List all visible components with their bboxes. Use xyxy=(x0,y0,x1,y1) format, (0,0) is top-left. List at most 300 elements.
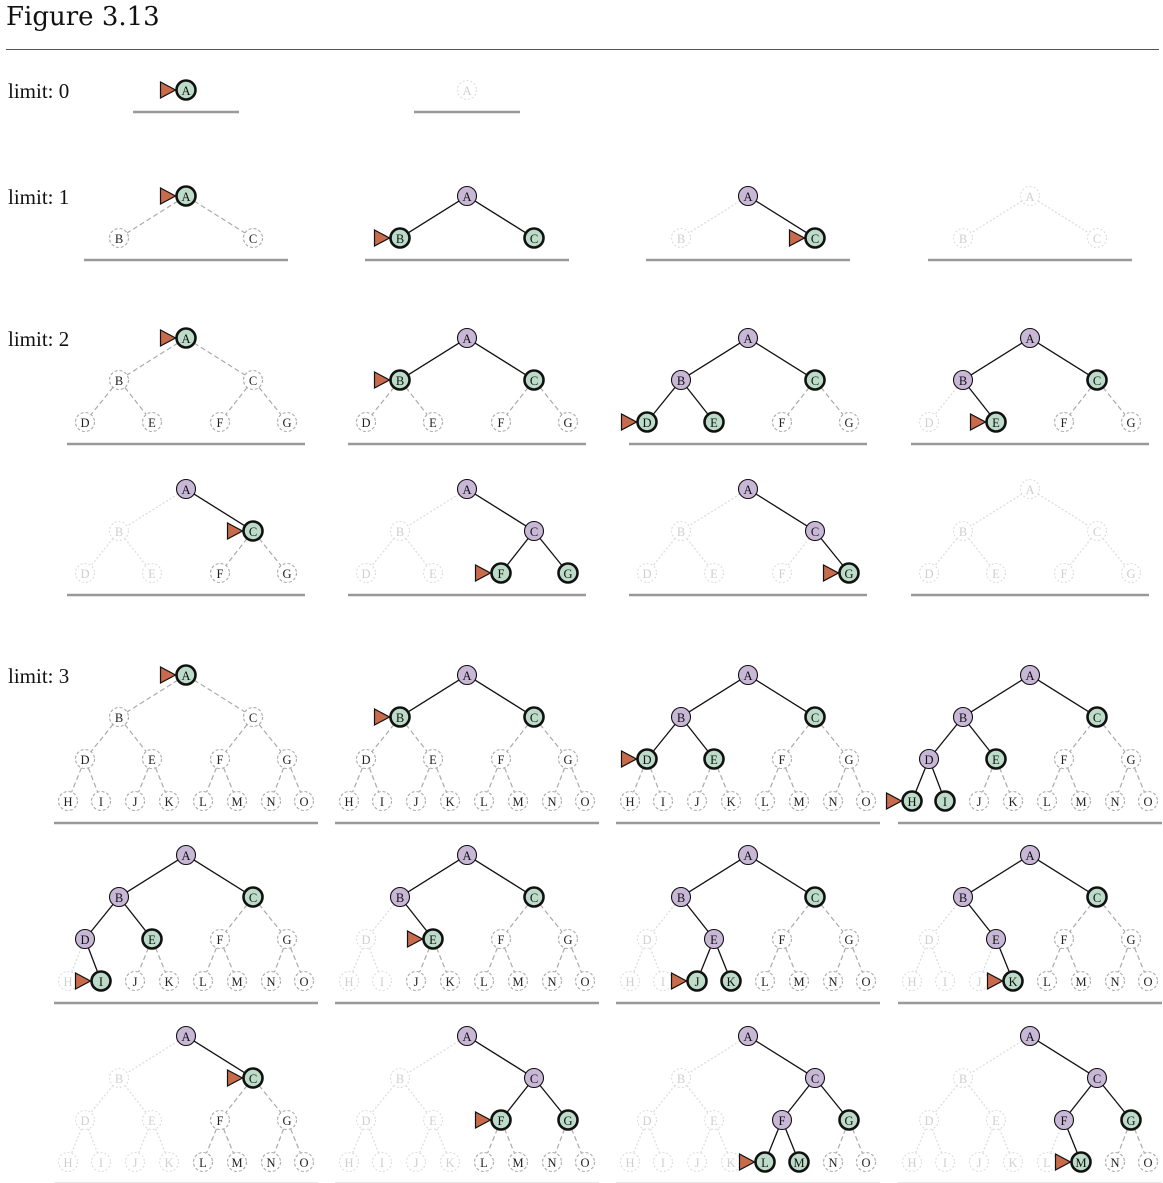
node-label-B: B xyxy=(395,711,405,725)
limit-label: limit: 2 xyxy=(8,327,70,351)
edge-B-D xyxy=(91,904,113,931)
node-label-I: I xyxy=(98,795,104,809)
edge-E-J xyxy=(701,1129,711,1153)
node-label-C: C xyxy=(248,525,258,539)
edge-A-B xyxy=(127,860,178,892)
node-label-A: A xyxy=(181,483,191,497)
edge-A-C xyxy=(475,1041,526,1073)
tree-panel-1-3 xyxy=(928,187,1132,261)
node-label-A: A xyxy=(181,84,191,98)
tree-panel-2-5 xyxy=(348,480,586,596)
node-label-K: K xyxy=(726,975,736,989)
edge-A-B xyxy=(408,494,459,526)
edge-B-E xyxy=(125,1085,146,1112)
node-label-M: M xyxy=(1075,975,1087,989)
edge-E-K xyxy=(718,1129,728,1153)
edge-G-O xyxy=(853,768,863,792)
tree-panel-2-7 xyxy=(911,480,1149,596)
node-label-M: M xyxy=(1075,1156,1087,1170)
node-label-F: F xyxy=(778,416,786,430)
node-label-A: A xyxy=(743,332,753,346)
edge-C-F xyxy=(507,904,528,931)
tree-panel-3-5 xyxy=(335,846,599,1004)
edge-A-B xyxy=(408,1041,459,1073)
edge-C-F xyxy=(1070,904,1091,931)
edge-F-M xyxy=(1068,768,1078,792)
node-label-H: H xyxy=(63,795,73,809)
edge-A-C xyxy=(194,201,245,233)
node-label-G: G xyxy=(563,933,573,947)
node-label-H: H xyxy=(625,795,635,809)
edge-E-J xyxy=(420,768,430,792)
node-label-C: C xyxy=(1092,374,1102,388)
node-label-C: C xyxy=(529,374,539,388)
edge-G-N xyxy=(555,1129,564,1153)
node-label-D: D xyxy=(80,753,90,767)
node-label-E: E xyxy=(429,933,437,947)
current-node-marker xyxy=(161,667,176,683)
edge-F-M xyxy=(505,1129,515,1153)
edge-D-H xyxy=(916,1129,926,1153)
edge-C-F xyxy=(226,387,247,414)
edge-E-K xyxy=(437,768,447,792)
current-node-marker xyxy=(740,1154,755,1170)
edge-C-F xyxy=(788,387,809,414)
node-label-N: N xyxy=(828,1156,838,1170)
node-label-A: A xyxy=(462,483,472,497)
node-label-G: G xyxy=(282,753,292,767)
node-label-C: C xyxy=(1092,891,1102,905)
edge-A-B xyxy=(127,343,178,375)
node-label-B: B xyxy=(395,232,405,246)
node-label-E: E xyxy=(148,567,156,581)
current-node-marker xyxy=(887,793,902,809)
edge-E-J xyxy=(139,948,149,972)
edge-A-B xyxy=(971,680,1022,712)
edge-G-N xyxy=(274,948,283,972)
node-label-O: O xyxy=(1143,795,1153,809)
node-label-O: O xyxy=(580,975,590,989)
current-node-marker xyxy=(408,931,423,947)
edge-F-M xyxy=(786,1129,796,1153)
node-label-L: L xyxy=(1043,975,1051,989)
edge-C-F xyxy=(226,724,247,751)
edge-A-C xyxy=(1038,494,1089,526)
node-label-G: G xyxy=(282,1114,292,1128)
node-label-A: A xyxy=(181,669,191,683)
node-label-G: G xyxy=(844,1114,854,1128)
node-label-M: M xyxy=(512,1156,524,1170)
node-label-D: D xyxy=(924,416,934,430)
node-label-C: C xyxy=(810,232,820,246)
edge-D-H xyxy=(916,948,926,972)
edge-F-M xyxy=(786,948,796,972)
edge-B-D xyxy=(653,724,675,751)
node-label-D: D xyxy=(361,933,371,947)
edge-A-B xyxy=(971,343,1022,375)
edge-D-I xyxy=(369,948,378,972)
node-label-O: O xyxy=(299,1156,309,1170)
node-label-F: F xyxy=(216,416,224,430)
edge-A-B xyxy=(689,680,740,712)
node-label-N: N xyxy=(266,795,276,809)
node-label-D: D xyxy=(642,933,652,947)
edge-A-B xyxy=(408,860,459,892)
node-label-I: I xyxy=(379,1156,385,1170)
node-label-E: E xyxy=(992,567,1000,581)
node-label-F: F xyxy=(216,1114,224,1128)
edge-E-K xyxy=(156,1129,166,1153)
edge-E-J xyxy=(139,1129,149,1153)
node-label-F: F xyxy=(216,933,224,947)
edge-C-G xyxy=(540,1085,562,1112)
edge-G-N xyxy=(274,1129,283,1153)
node-label-D: D xyxy=(361,753,371,767)
edge-A-B xyxy=(408,343,459,375)
node-label-M: M xyxy=(231,1156,243,1170)
node-label-B: B xyxy=(958,232,968,246)
node-label-O: O xyxy=(580,1156,590,1170)
edge-B-E xyxy=(406,724,427,751)
edge-B-D xyxy=(935,538,957,565)
node-label-E: E xyxy=(710,567,718,581)
edge-C-F xyxy=(788,538,809,565)
node-label-A: A xyxy=(1025,669,1035,683)
edge-E-K xyxy=(1000,948,1010,972)
node-label-K: K xyxy=(164,795,174,809)
node-label-L: L xyxy=(761,795,769,809)
node-label-C: C xyxy=(248,891,258,905)
node-label-A: A xyxy=(462,332,472,346)
edge-C-G xyxy=(821,538,843,565)
node-label-B: B xyxy=(958,374,968,388)
node-label-G: G xyxy=(844,416,854,430)
edge-F-M xyxy=(1068,1129,1078,1153)
edge-A-B xyxy=(127,680,178,712)
node-label-F: F xyxy=(1060,753,1068,767)
edge-F-L xyxy=(1051,1129,1061,1153)
edge-B-E xyxy=(125,724,146,751)
node-label-A: A xyxy=(1025,190,1035,204)
edge-A-B xyxy=(689,201,740,233)
edge-A-B xyxy=(127,494,178,526)
tree-panel-2-3 xyxy=(911,329,1149,445)
edge-G-N xyxy=(1118,1129,1127,1153)
edge-A-B xyxy=(127,1041,178,1073)
node-label-D: D xyxy=(642,1114,652,1128)
node-label-F: F xyxy=(778,753,786,767)
current-node-marker xyxy=(161,188,176,204)
edge-G-N xyxy=(1118,948,1127,972)
current-node-marker xyxy=(824,565,839,581)
current-node-marker xyxy=(622,751,637,767)
edge-B-D xyxy=(935,387,957,414)
node-label-K: K xyxy=(445,795,455,809)
node-label-J: J xyxy=(976,795,982,809)
node-label-B: B xyxy=(676,374,686,388)
edge-G-O xyxy=(572,1129,582,1153)
edge-F-L xyxy=(488,1129,498,1153)
tree-panel-3-8 xyxy=(54,1027,318,1183)
node-label-C: C xyxy=(248,711,258,725)
node-label-D: D xyxy=(924,933,934,947)
node-label-D: D xyxy=(924,1114,934,1128)
node-label-K: K xyxy=(1008,1156,1018,1170)
tree-panel-3-0 xyxy=(54,666,318,824)
node-label-L: L xyxy=(199,795,207,809)
node-label-I: I xyxy=(942,1156,948,1170)
node-label-C: C xyxy=(529,891,539,905)
edge-C-G xyxy=(540,538,562,565)
edge-B-D xyxy=(372,538,394,565)
node-label-A: A xyxy=(462,669,472,683)
tree-panel-2-4 xyxy=(67,480,305,596)
current-node-marker xyxy=(228,523,243,539)
node-label-F: F xyxy=(778,933,786,947)
edge-D-H xyxy=(72,768,82,792)
node-label-C: C xyxy=(1092,232,1102,246)
edge-E-J xyxy=(701,768,711,792)
node-label-F: F xyxy=(216,753,224,767)
edge-G-O xyxy=(853,948,863,972)
current-node-marker xyxy=(476,565,491,581)
edge-A-C xyxy=(1038,680,1089,712)
edge-F-L xyxy=(769,768,779,792)
node-label-B: B xyxy=(395,891,405,905)
node-label-C: C xyxy=(248,374,258,388)
current-node-marker xyxy=(375,230,390,246)
node-label-D: D xyxy=(642,416,652,430)
edge-D-I xyxy=(369,1129,378,1153)
node-label-N: N xyxy=(266,975,276,989)
edge-G-N xyxy=(836,1129,845,1153)
edge-B-D xyxy=(653,538,675,565)
edge-C-G xyxy=(1103,387,1125,414)
edge-A-C xyxy=(756,494,807,526)
edge-D-I xyxy=(88,768,97,792)
edge-D-H xyxy=(72,1129,82,1153)
node-label-G: G xyxy=(844,933,854,947)
edge-A-C xyxy=(194,680,245,712)
node-label-D: D xyxy=(924,567,934,581)
current-node-marker xyxy=(1056,1154,1071,1170)
node-label-F: F xyxy=(1060,933,1068,947)
node-label-I: I xyxy=(942,795,948,809)
node-label-J: J xyxy=(132,975,138,989)
edge-E-K xyxy=(156,768,166,792)
edge-C-F xyxy=(788,1085,809,1112)
node-label-G: G xyxy=(844,753,854,767)
node-label-E: E xyxy=(710,1114,718,1128)
node-label-D: D xyxy=(80,567,90,581)
node-label-K: K xyxy=(1008,795,1018,809)
edge-E-K xyxy=(1000,768,1010,792)
edge-F-L xyxy=(207,948,217,972)
node-label-O: O xyxy=(299,795,309,809)
node-label-G: G xyxy=(1126,753,1136,767)
edge-A-C xyxy=(1038,343,1089,375)
edge-B-E xyxy=(969,538,990,565)
node-label-D: D xyxy=(642,567,652,581)
current-node-marker xyxy=(375,372,390,388)
edge-C-F xyxy=(507,387,528,414)
edge-G-O xyxy=(291,948,301,972)
node-label-G: G xyxy=(563,753,573,767)
edge-E-J xyxy=(420,948,430,972)
node-label-H: H xyxy=(63,975,73,989)
node-label-A: A xyxy=(1025,483,1035,497)
edge-A-B xyxy=(971,860,1022,892)
node-label-A: A xyxy=(181,849,191,863)
node-label-D: D xyxy=(361,567,371,581)
edge-D-H xyxy=(634,948,644,972)
edge-G-O xyxy=(1135,948,1145,972)
edge-B-D xyxy=(372,1085,394,1112)
edge-A-B xyxy=(971,1041,1022,1073)
edge-B-E xyxy=(125,904,146,931)
edge-A-B xyxy=(689,860,740,892)
edge-B-D xyxy=(372,387,394,414)
node-label-N: N xyxy=(828,795,838,809)
node-label-A: A xyxy=(743,1030,753,1044)
node-label-B: B xyxy=(676,1072,686,1086)
node-label-K: K xyxy=(164,975,174,989)
edge-E-K xyxy=(437,1129,447,1153)
edge-G-O xyxy=(1135,768,1145,792)
edge-G-O xyxy=(572,768,582,792)
tree-panel-3-4 xyxy=(54,846,318,1004)
edge-B-D xyxy=(935,724,957,751)
node-label-D: D xyxy=(361,416,371,430)
edge-A-C xyxy=(756,1041,807,1073)
tree-panel-1-2 xyxy=(646,187,850,261)
edge-C-F xyxy=(1070,538,1091,565)
node-label-D: D xyxy=(80,416,90,430)
edge-B-E xyxy=(125,387,146,414)
edge-A-B xyxy=(971,201,1022,233)
node-label-F: F xyxy=(1060,1114,1068,1128)
edge-C-F xyxy=(1070,1085,1091,1112)
node-label-A: A xyxy=(743,190,753,204)
edge-D-I xyxy=(932,948,941,972)
node-label-O: O xyxy=(1143,975,1153,989)
node-label-C: C xyxy=(248,1072,258,1086)
edge-G-N xyxy=(555,948,564,972)
node-label-J: J xyxy=(694,975,700,989)
edge-D-I xyxy=(88,948,97,972)
node-label-A: A xyxy=(462,1030,472,1044)
tree-panel-3-3 xyxy=(887,666,1163,824)
node-label-B: B xyxy=(395,525,405,539)
edge-E-K xyxy=(1000,1129,1010,1153)
node-label-E: E xyxy=(148,1114,156,1128)
node-label-F: F xyxy=(497,753,505,767)
tree-panel-3-11 xyxy=(898,1027,1162,1183)
edge-A-B xyxy=(689,494,740,526)
node-label-J: J xyxy=(413,1156,419,1170)
edge-A-B xyxy=(408,680,459,712)
node-label-L: L xyxy=(480,1156,488,1170)
node-label-N: N xyxy=(547,975,557,989)
edge-A-C xyxy=(194,494,245,526)
node-label-L: L xyxy=(1043,795,1051,809)
node-label-J: J xyxy=(694,1156,700,1170)
node-label-A: A xyxy=(462,84,472,98)
edge-B-E xyxy=(406,538,427,565)
edge-D-I xyxy=(932,768,941,792)
edge-B-D xyxy=(653,387,675,414)
edge-B-D xyxy=(372,724,394,751)
edge-F-M xyxy=(505,768,515,792)
node-label-C: C xyxy=(529,525,539,539)
node-label-B: B xyxy=(676,711,686,725)
edge-A-C xyxy=(756,343,807,375)
node-label-K: K xyxy=(164,1156,174,1170)
node-label-N: N xyxy=(266,1156,276,1170)
figure-title: Figure 3.13 xyxy=(6,2,160,32)
node-label-B: B xyxy=(958,1072,968,1086)
node-label-C: C xyxy=(810,374,820,388)
node-label-H: H xyxy=(63,1156,73,1170)
node-label-F: F xyxy=(497,416,505,430)
node-label-M: M xyxy=(793,1156,805,1170)
node-label-C: C xyxy=(529,1072,539,1086)
node-label-F: F xyxy=(497,567,505,581)
node-label-M: M xyxy=(231,975,243,989)
edge-G-N xyxy=(555,768,564,792)
edge-B-E xyxy=(687,904,708,931)
node-label-E: E xyxy=(429,1114,437,1128)
edge-E-J xyxy=(983,1129,993,1153)
node-label-H: H xyxy=(344,975,354,989)
edge-B-E xyxy=(687,387,708,414)
node-label-K: K xyxy=(1008,975,1018,989)
node-label-A: A xyxy=(743,669,753,683)
edge-B-E xyxy=(687,538,708,565)
edge-B-D xyxy=(91,538,113,565)
edge-A-C xyxy=(475,860,526,892)
node-label-C: C xyxy=(248,232,258,246)
edge-A-C xyxy=(756,201,807,233)
node-label-E: E xyxy=(148,753,156,767)
edge-C-G xyxy=(540,387,562,414)
node-label-A: A xyxy=(181,190,191,204)
edge-G-N xyxy=(836,768,845,792)
current-node-marker xyxy=(228,1070,243,1086)
edge-B-E xyxy=(969,387,990,414)
current-node-marker xyxy=(476,1112,491,1128)
edge-A-C xyxy=(475,343,526,375)
node-label-N: N xyxy=(1110,975,1120,989)
node-label-I: I xyxy=(98,975,104,989)
edge-B-D xyxy=(653,1085,675,1112)
edge-C-F xyxy=(1070,387,1091,414)
edge-A-C xyxy=(194,860,245,892)
edge-G-N xyxy=(274,768,283,792)
node-label-B: B xyxy=(114,711,124,725)
node-label-M: M xyxy=(793,975,805,989)
node-label-A: A xyxy=(743,483,753,497)
edge-B-E xyxy=(969,1085,990,1112)
node-label-J: J xyxy=(413,795,419,809)
edge-A-B xyxy=(127,201,178,233)
node-label-L: L xyxy=(480,975,488,989)
node-label-B: B xyxy=(958,525,968,539)
edge-A-C xyxy=(756,680,807,712)
edge-C-G xyxy=(1103,1085,1125,1112)
node-label-G: G xyxy=(563,1114,573,1128)
edge-C-G xyxy=(540,724,562,751)
